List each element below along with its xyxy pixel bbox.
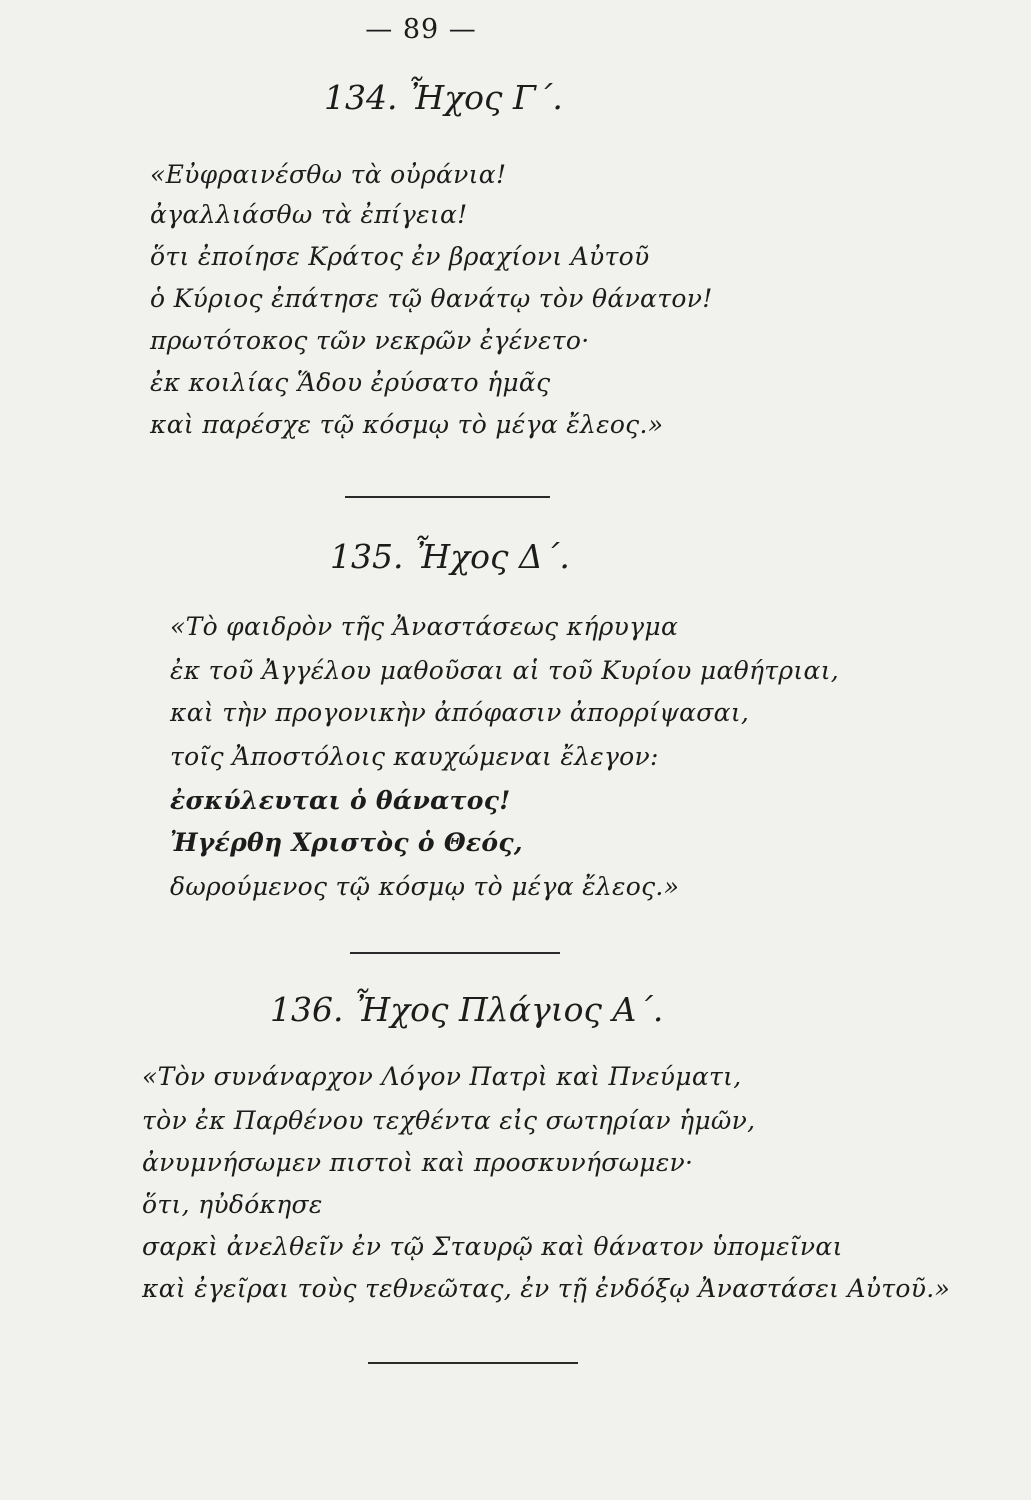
section-135-line: ἐσκύλευται ὁ θάνατος! [170, 786, 511, 815]
section-135-line: ἐκ τοῦ Ἀγγέλου μαθοῦσαι αἱ τοῦ Κυρίου μαθήτριαι, [170, 656, 840, 685]
section-divider [350, 952, 560, 954]
section-135-line: καὶ τὴν προγονικὴν ἀπόφασιν ἀπορρίψασαι, [170, 698, 750, 727]
section-136-line: καὶ ἐγεῖραι τοὺς τεθνεῶτας, ἐν τῇ ἐνδόξῳ Ἀναστάσει Αὐτοῦ.» [142, 1274, 951, 1303]
section-135-line: τοῖς Ἀποστόλοις καυχώμεναι ἔλεγον: [170, 742, 659, 771]
section-136-line: σαρκὶ ἀνελθεῖν ἐν τῷ Σταυρῷ καὶ θάνατον ὑπομεῖναι [142, 1232, 843, 1261]
section-136-line: ὅτι, ηὐδόκησε [142, 1190, 323, 1219]
section-134-line: καὶ παρέσχε τῷ κόσμῳ τὸ μέγα ἔλεος.» [150, 410, 664, 439]
section-135-line: δωρούμενος τῷ κόσμῳ τὸ μέγα ἔλεος.» [170, 872, 680, 901]
section-divider [368, 1362, 578, 1364]
section-134-line: ὁ Κύριος ἐπάτησε τῷ θανάτῳ τὸν θάνατον! [150, 284, 713, 313]
page-number: — 89 — [365, 14, 477, 45]
section-135-heading: 135. Ἦχος Δ΄. [330, 537, 570, 576]
section-134-line: ἐκ κοιλίας Ἅδου ἐρύσατο ἡμᾶς [150, 368, 551, 397]
section-135-line: «Τὸ φαιδρὸν τῆς Ἀναστάσεως κήρυγμα [170, 612, 679, 641]
section-136-line: «Τὸν συνάναρχον Λόγον Πατρὶ καὶ Πνεύματι, [142, 1062, 742, 1091]
section-134-line: πρωτότοκος τῶν νεκρῶν ἐγένετο· [150, 326, 590, 355]
section-134-line: ἀγαλλιάσθω τὰ ἐπίγεια! [150, 200, 468, 229]
section-136-heading: 136. Ἦχος Πλάγιος Α΄. [270, 990, 664, 1029]
section-divider [345, 496, 550, 498]
section-136-line: τὸν ἐκ Παρθένου τεχθέντα εἰς σωτηρίαν ἡμῶν, [142, 1106, 756, 1135]
section-134-line: ὅτι ἐποίησε Κράτος ἐν βραχίονι Αὐτοῦ [150, 242, 650, 271]
section-136-line: ἀνυμνήσωμεν πιστοὶ καὶ προσκυνήσωμεν· [142, 1148, 694, 1177]
section-134-heading: 134. Ἦχος Γ΄. [324, 78, 563, 117]
section-135-line: Ἠγέρθη Χριστὸς ὁ Θεός, [170, 828, 523, 857]
section-134-line: «Εὐφραινέσθω τὰ οὐράνια! [150, 160, 507, 189]
